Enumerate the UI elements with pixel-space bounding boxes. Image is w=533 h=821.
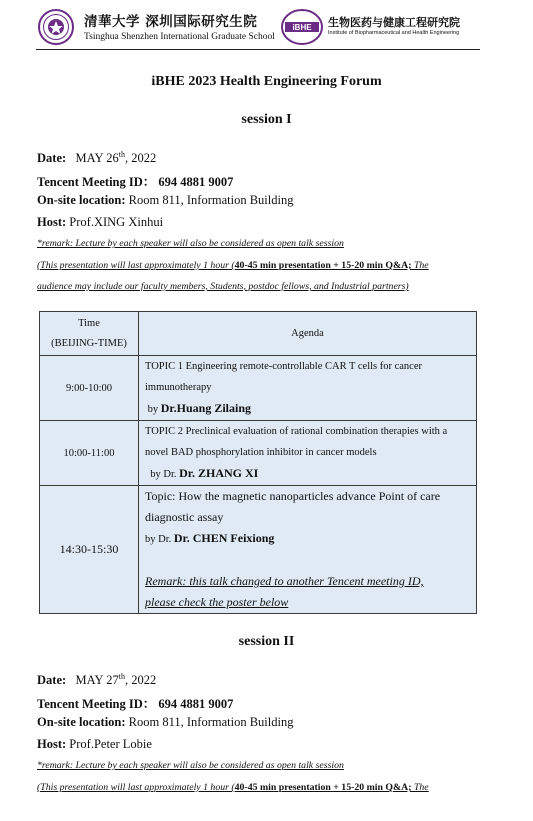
- date-value: MAY 26: [75, 151, 119, 166]
- session1-location: [37, 193, 293, 208]
- ibhe-logo-text: iBHE: [292, 23, 312, 32]
- session1-meeting-id: [37, 172, 233, 190]
- institute-name-cn: 生物医药与健康工程研究院: [328, 16, 460, 29]
- header-divider: [36, 49, 480, 50]
- note-part-a: (This presentation will last approximately 1 hour (: [37, 260, 235, 271]
- session1-note-line2: audience may include our faculty members, Students, postdoc fellows, and Industrial partners): [37, 281, 409, 292]
- table-row: [40, 486, 477, 614]
- row-agenda: [139, 356, 477, 421]
- ibhe-logo-icon: [281, 9, 323, 45]
- host-label: Host:: [37, 215, 67, 229]
- date-year: , 2022: [124, 673, 157, 688]
- speaker-name: Dr. CHEN Feixiong: [173, 531, 275, 545]
- agenda-header: Agenda: [139, 312, 477, 356]
- row-time: 9:00-10:00: [40, 356, 139, 421]
- session1-date: [37, 150, 156, 166]
- time-header: [40, 312, 139, 356]
- topic-line: immunotherapy: [145, 382, 212, 393]
- session2-location: [37, 715, 293, 730]
- topic-line: TOPIC 1 Engineering remote-controllable CAR T cells for cancer: [145, 361, 423, 372]
- session2-meeting-id: [37, 694, 233, 712]
- date-year: , 2022: [124, 151, 157, 166]
- note-part-b: 40-45 min presentation + 15-20 min Q&A;: [234, 260, 412, 271]
- date-label: Date:: [37, 151, 67, 166]
- session1-host: [37, 215, 163, 230]
- date-sup: th: [118, 150, 125, 159]
- session1-heading: session I: [241, 112, 292, 127]
- note-part-c: The: [411, 260, 429, 271]
- row-agenda: [139, 421, 477, 486]
- by-label: by: [147, 404, 161, 415]
- host-value: Prof.Peter Lobie: [69, 737, 152, 751]
- meeting-value: 694 4881 9007: [158, 697, 234, 711]
- session1-remark: *remark: Lecture by each speaker will also be considered as open talk session: [37, 238, 344, 249]
- location-label: On-site location:: [37, 193, 126, 207]
- date-sup: th: [118, 672, 125, 681]
- meeting-label: Tencent Meeting ID：: [37, 697, 156, 711]
- tsinghua-seal-icon: [38, 9, 74, 45]
- row-time: 10:00-11:00: [40, 421, 139, 486]
- location-value: Room 811, Information Building: [128, 193, 294, 207]
- row-time: 14:30-15:30: [40, 486, 139, 614]
- table-row: [40, 421, 477, 486]
- speaker-name: Dr. ZHANG XI: [179, 466, 259, 480]
- agenda-table: [39, 311, 477, 614]
- date-label: Date:: [37, 673, 67, 688]
- topic-line: Topic: How the magnetic nanoparticles advance Point of care: [145, 489, 441, 503]
- school-name-cn: 清華大学 深圳国际研究生院: [84, 14, 258, 30]
- talk-remark: Remark: this talk changed to another Tencent meeting ID,: [145, 574, 424, 588]
- session2-note: [37, 782, 480, 793]
- table-header-row: [40, 312, 477, 356]
- session2-remark: *remark: Lecture by each speaker will also be considered as open talk session: [37, 760, 344, 771]
- note-part-a: (This presentation will last approximately 1 hour (: [37, 782, 235, 793]
- meeting-value: 694 4881 9007: [158, 175, 234, 189]
- topic-line: novel BAD phosphorylation inhibitor in cancer models: [145, 447, 377, 458]
- institute-name-en: Institute of Biopharmaceutical and Health Engineering: [328, 30, 460, 36]
- table-row: [40, 356, 477, 421]
- session2-date: [37, 672, 156, 688]
- speaker-name: Dr.Huang Zilaing: [160, 401, 252, 415]
- session2-heading: session II: [238, 634, 295, 649]
- host-label: Host:: [37, 737, 67, 751]
- session1-note: [37, 260, 480, 271]
- topic-line: diagnostic assay: [145, 510, 224, 524]
- location-label: On-site location:: [37, 715, 126, 729]
- talk-remark: please check the poster below: [145, 595, 289, 609]
- by-label: by Dr.: [150, 469, 180, 480]
- row-agenda: [139, 486, 477, 614]
- host-value: Prof.XING Xinhui: [69, 215, 164, 229]
- location-value: Room 811, Information Building: [128, 715, 294, 729]
- time-header-zone: (BEIJING-TIME): [51, 337, 127, 349]
- by-label: by Dr.: [145, 534, 174, 545]
- document-header: [0, 0, 533, 52]
- session2-host: [37, 737, 152, 752]
- page-title: iBHE 2023 Health Engineering Forum: [151, 74, 382, 89]
- time-header-label: Time: [78, 317, 100, 329]
- note-part-b: 40-45 min presentation + 15-20 min Q&A;: [234, 782, 412, 793]
- date-value: MAY 27: [75, 673, 119, 688]
- note-part-c: The: [411, 782, 429, 793]
- topic-line: TOPIC 2 Preclinical evaluation of rational combination therapies with a: [145, 426, 448, 437]
- school-name-en: Tsinghua Shenzhen International Graduate School: [84, 32, 275, 42]
- meeting-label: Tencent Meeting ID：: [37, 175, 156, 189]
